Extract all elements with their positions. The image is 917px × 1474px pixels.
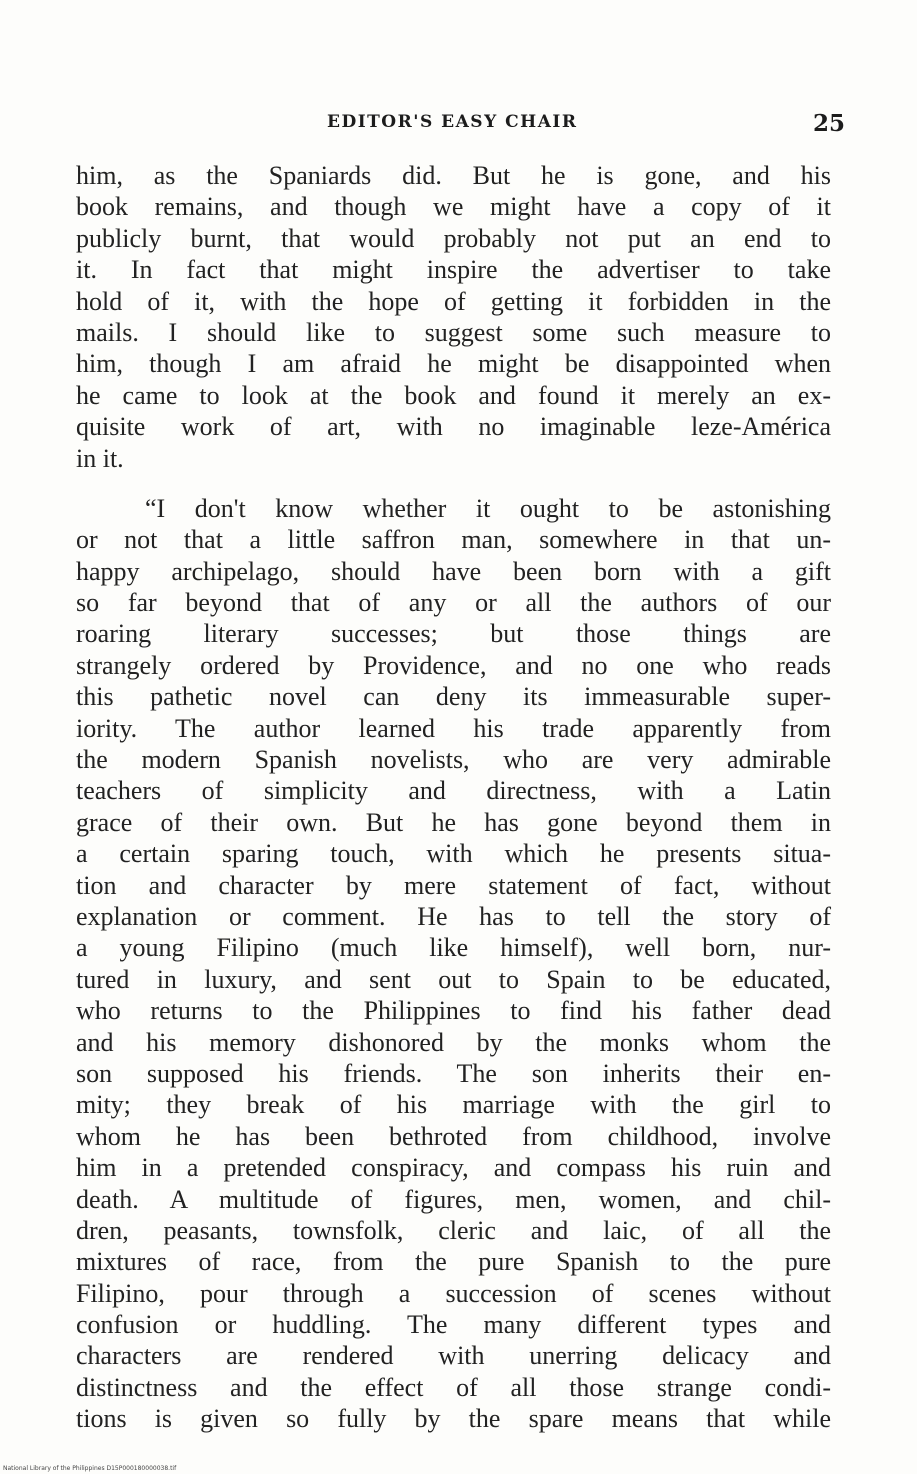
text-line: and his memory dishonored by the monks whom the [76, 1027, 831, 1057]
text-line: quisite work of art, with no imaginable leze-América [76, 412, 831, 442]
text-line: hold of it, with the hope of getting it forbidden in the [76, 286, 831, 316]
text-line: him, as the Spaniards did. But he is gone, and his [76, 161, 831, 190]
text-line: teachers of simplicity and directness, with a Latin [76, 776, 831, 806]
text-line: strangely ordered by Providence, and no one who reads [76, 650, 831, 680]
text-line: this pathetic novel can deny its immeasurable super- [76, 682, 831, 712]
text-line: characters are rendered with unerring delicacy and [76, 1341, 831, 1371]
text-line: in it. [76, 443, 124, 473]
text-line: a young Filipino (much like himself), well born, nur- [76, 933, 831, 963]
text-line: he came to look at the book and found it merely an ex- [76, 380, 831, 410]
text-line: the modern Spanish novelists, who are very admirable [76, 745, 831, 775]
text-line: “I don't know whether it ought to be astonishing [145, 493, 831, 523]
text-line: who returns to the Philippines to find his father dead [76, 996, 831, 1026]
scan-credit: National Library of the Philippines D15P000180000038.tif [3, 1465, 177, 1472]
paragraph-1 [76, 160, 831, 474]
text-line: tion and character by mere statement of fact, without [76, 870, 831, 900]
text-line: a certain sparing touch, with which he presents situa- [76, 839, 831, 869]
text-line: or not that a little saffron man, somewhere in that un- [76, 525, 831, 555]
running-title: EDITOR'S EASY CHAIR [327, 112, 578, 132]
text-line: dren, peasants, townsfolk, cleric and laic, of all the [76, 1215, 831, 1245]
text-line: tured in luxury, and sent out to Spain to be educated, [76, 964, 831, 994]
text-line: it. In fact that might inspire the advertiser to take [76, 255, 831, 285]
text-line: grace of their own. But he has gone beyond them in [76, 807, 831, 837]
text-line: explanation or comment. He has to tell the story of [76, 901, 831, 931]
paragraph-2 [76, 493, 831, 1435]
page-number: 25 [813, 110, 846, 137]
text-line: distinctness and the effect of all those strange condi- [76, 1372, 831, 1402]
text-line: book remains, and though we might have a copy of it [76, 192, 831, 222]
text-line: whom he has been bethroted from childhood, involve [76, 1121, 831, 1151]
text-line: death. A multitude of figures, men, women, and chil- [76, 1184, 831, 1214]
text-line: him, though I am afraid he might be disappointed when [76, 349, 831, 379]
text-line: mixtures of race, from the pure Spanish to the pure [76, 1247, 831, 1277]
running-head [0, 112, 917, 142]
text-line: Filipino, pour through a succession of scenes without [76, 1278, 831, 1308]
paragraph-gap [76, 474, 831, 493]
text-line: mity; they break of his marriage with the girl to [76, 1090, 831, 1120]
text-line: iority. The author learned his trade apparently from [76, 713, 831, 743]
text-line: roaring literary successes; but those things are [76, 619, 831, 649]
text-line: so far beyond that of any or all the authors of our [76, 588, 831, 618]
text-line: publicly burnt, that would probably not put an end to [76, 223, 831, 253]
text-line: son supposed his friends. The son inherits their en- [76, 1058, 831, 1088]
text-line: confusion or huddling. The many different types and [76, 1310, 831, 1340]
text-line: tions is given so fully by the spare means that while [76, 1404, 831, 1434]
text-line: him in a pretended conspiracy, and compass his ruin and [76, 1153, 831, 1183]
text-line: mails. I should like to suggest some such measure to [76, 317, 831, 347]
text-line: happy archipelago, should have been born with a gift [76, 556, 831, 586]
body-text [76, 160, 831, 1435]
